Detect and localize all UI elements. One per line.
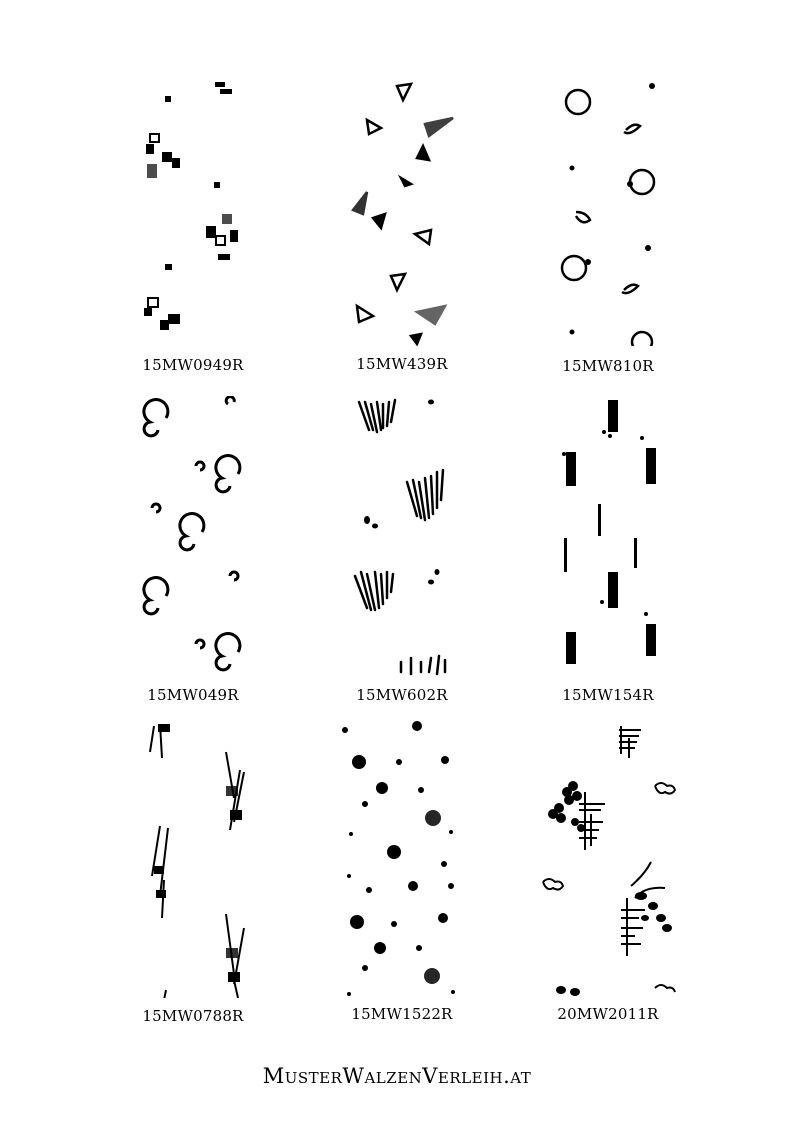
vertical-bars-pattern-image (550, 396, 700, 676)
site-footer: MusterWalzenVerleih.at (262, 1064, 532, 1088)
bound-sticks-pattern-image (130, 718, 280, 998)
pattern-code: 15MW439R (356, 355, 448, 373)
pattern-tile-triangles (325, 66, 475, 346)
pattern-code: 15MW0788R (142, 1007, 244, 1025)
pattern-code: 15MW0949R (142, 356, 244, 374)
pattern-tile-flowers-grass (535, 718, 685, 998)
dots-pattern-image (325, 718, 475, 998)
pattern-code: 20MW2011R (557, 1005, 659, 1023)
triangles-pattern-image (325, 66, 475, 346)
pattern-code: 15MW602R (356, 686, 448, 704)
spirals-pattern-image (130, 396, 280, 676)
brush-tufts-pattern-image (325, 396, 475, 676)
pattern-tile-brush-tufts (325, 396, 475, 676)
pattern-tile-bound-sticks (130, 718, 280, 998)
pattern-code: 15MW049R (147, 686, 239, 704)
pattern-tile-vertical-bars (550, 396, 700, 676)
flowers-grass-pattern-image (535, 718, 685, 998)
pattern-code: 15MW810R (562, 357, 654, 375)
squares-pattern-image (120, 66, 270, 346)
circles-swirls-pattern-image (550, 66, 700, 346)
pattern-tile-spirals (130, 396, 280, 676)
pattern-tile-circles-swirls (550, 66, 700, 346)
pattern-tile-dots (325, 718, 475, 998)
pattern-code: 15MW1522R (351, 1005, 453, 1023)
pattern-tile-squares (120, 66, 270, 346)
pattern-code: 15MW154R (562, 686, 654, 704)
